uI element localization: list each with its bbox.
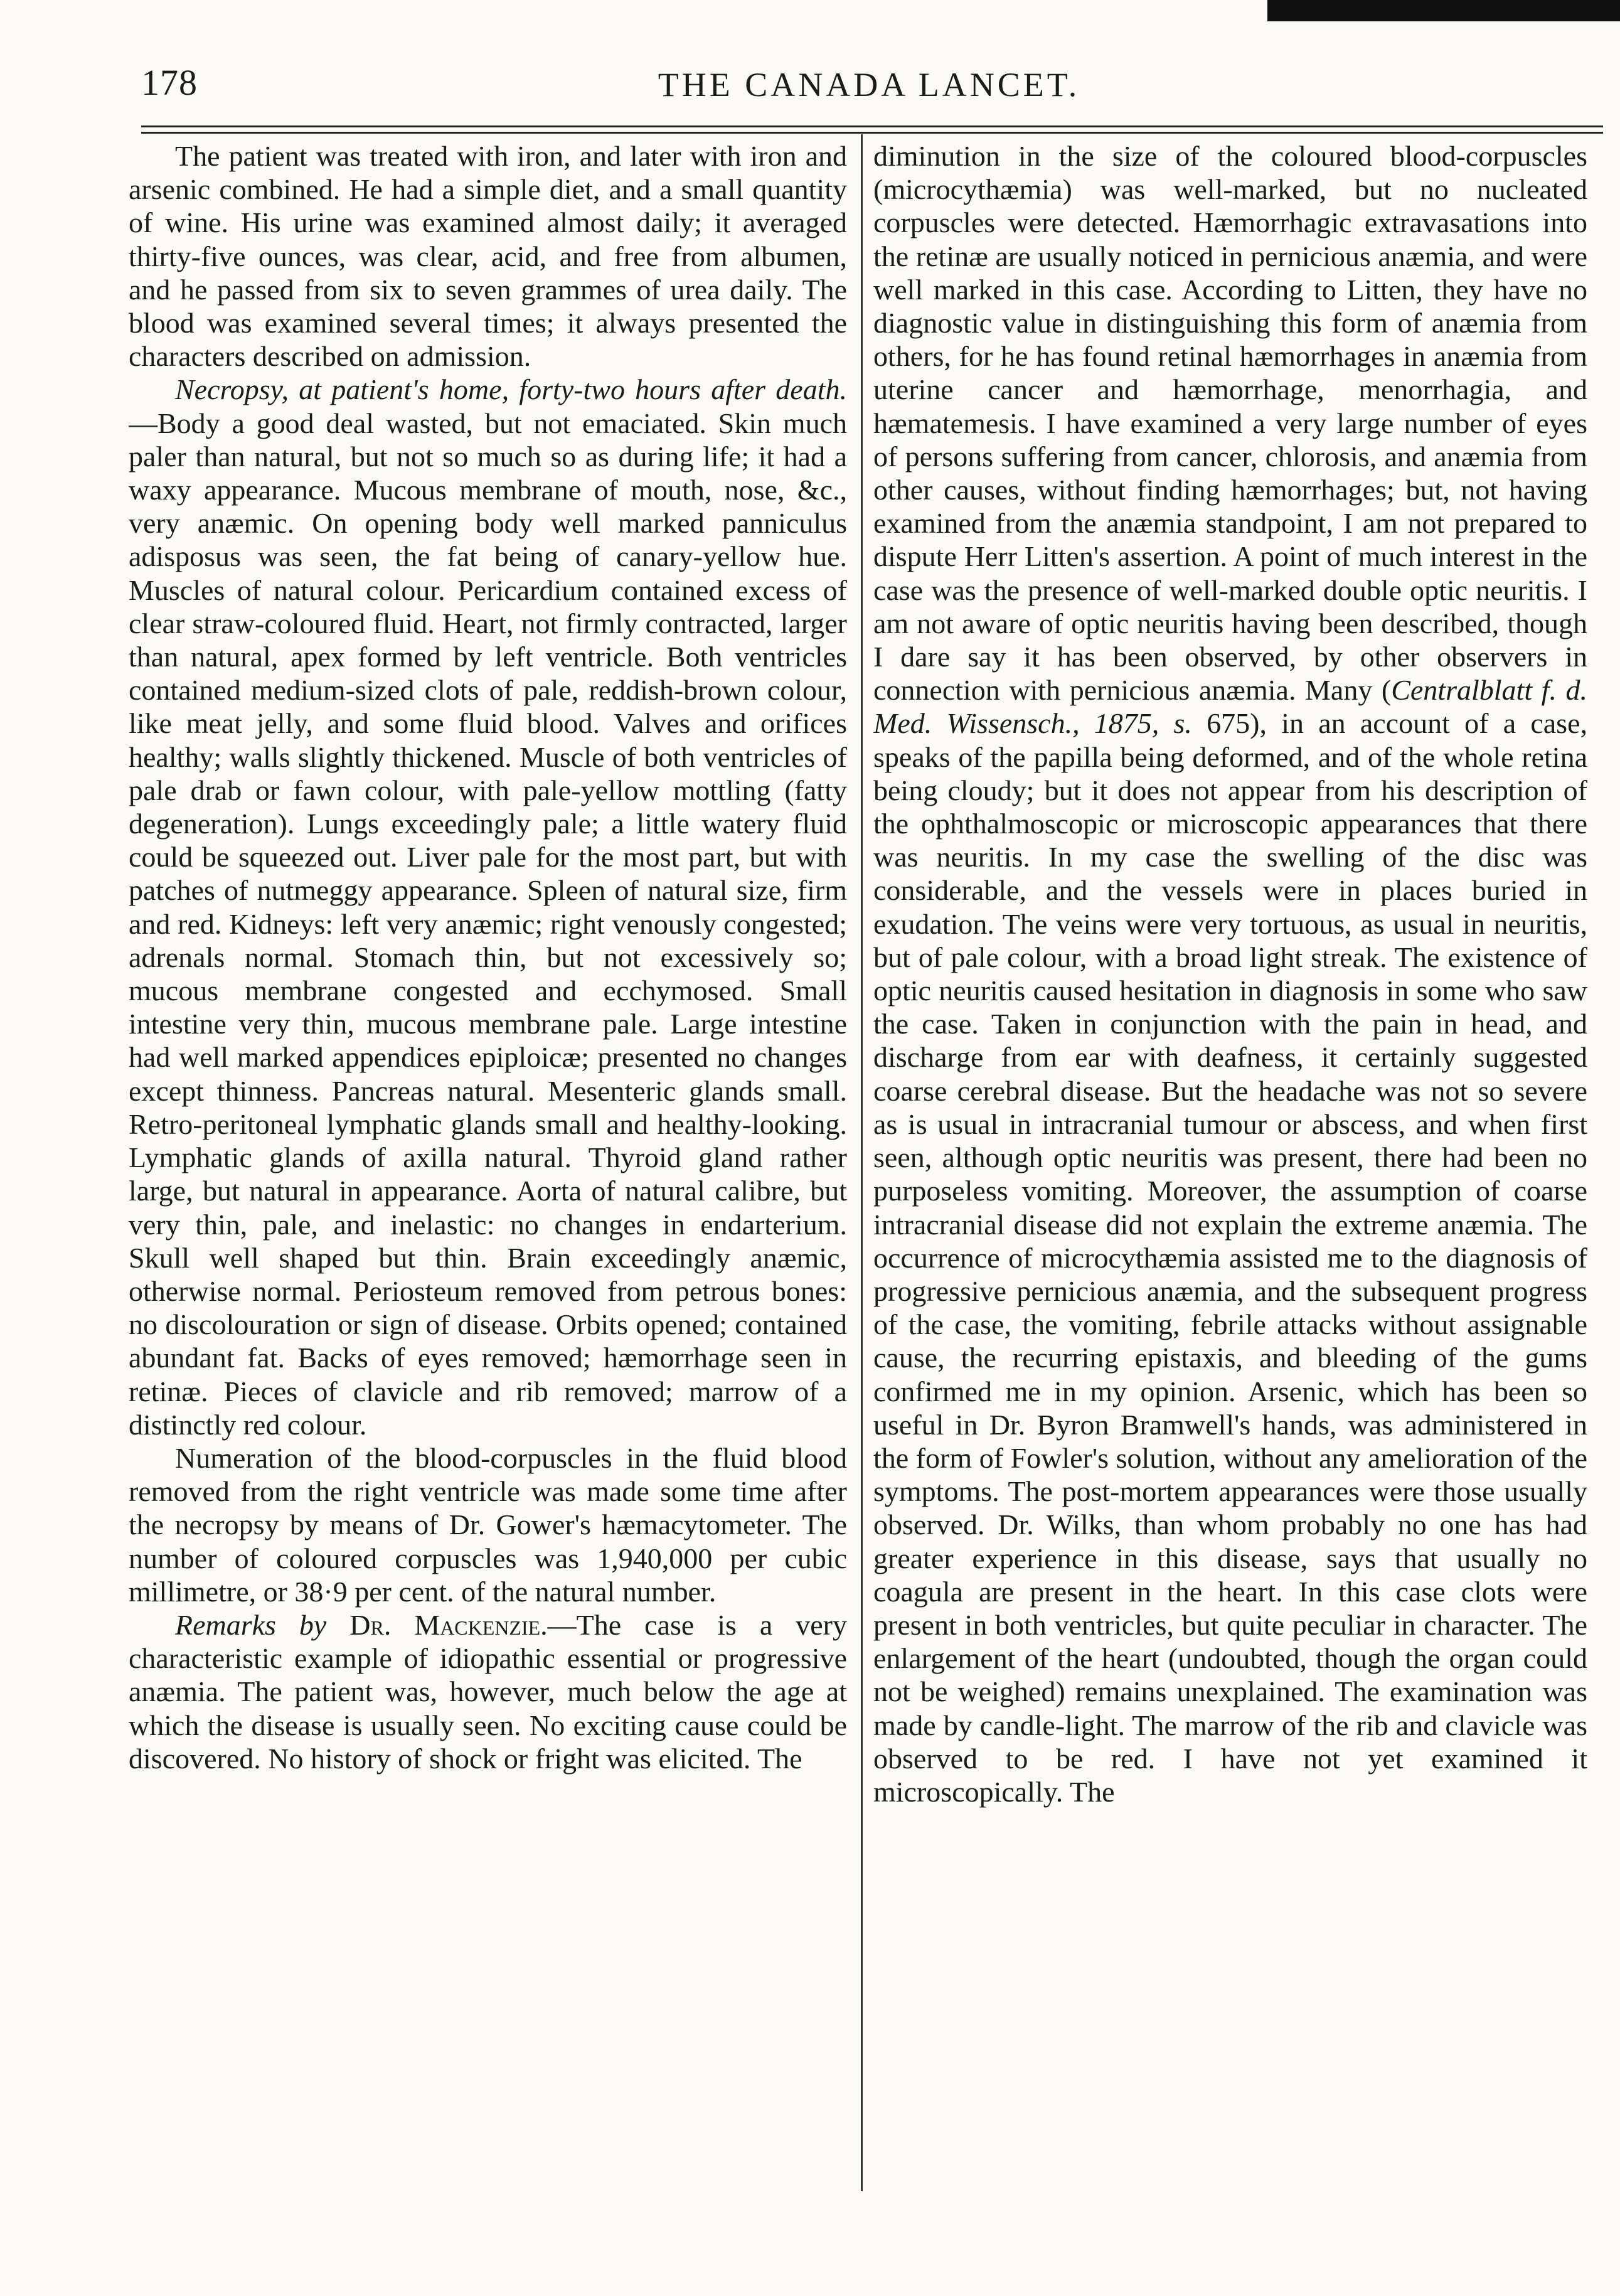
necropsy-paragraph xyxy=(129,373,847,1441)
page-number: 178 xyxy=(141,62,198,103)
treatment-paragraph: The patient was treated with iron, and later with iron and arsenic combined. He had a simple diet, and a small quantity of wine. His urine was examined almost daily; it averaged thirty-five ounces, was clear, acid, and free from albumen, and he passed from six to seven grammes of urea daily. The blood was examined several times; it always presented the characters described on admission. xyxy=(129,140,847,373)
left-column xyxy=(129,139,847,2210)
journal-title: THE CANADA LANCET. xyxy=(658,66,1080,104)
continuation-paragraph xyxy=(873,139,1587,1808)
header-rule-top xyxy=(141,125,1603,127)
citation: Centralblatt f. d. Med. Wissensch., 1875, s. xyxy=(873,674,1587,740)
column-divider xyxy=(861,134,863,2191)
numeration-paragraph: Numeration of the blood-corpuscles in the fluid blood removed from the right ventricle was made some time after the necropsy by means of Dr. Gower's hæmacytometer. The number of coloured corpuscles was 1,940,000 per cubic millimetre, or 38·9 per cent. of the natural number. xyxy=(129,1441,847,1608)
remarks-heading: Remarks by xyxy=(175,1608,327,1641)
right-column xyxy=(873,139,1587,2210)
remarks-paragraph xyxy=(129,1608,847,1775)
continuation-text-a: diminution in the size of the coloured blood-corpuscles (microcythæmia) was well-marked, but no nucleated corpuscles were detected. Hæmorrhagic extravasations into the retinæ are usually noticed in pernicious anæmia, and were well marked in this case. According to Litten, they have no diagnostic value in distinguishing this form of anæmia from others, for he has found retinal hæmorrhages in anæmia from uterine cancer and hæmorrhage, menorrhagia, and hæmatemesis. I have examined a very large number of eyes of persons suffering from cancer, chlorosis, and anæmia from other causes, without finding hæmorrhages; but, not having examined from the anæmia standpoint, I am not prepared to dispute Herr Litten's assertion. A point of much interest in the case was the presence of well-marked double optic neuritis. I am not aware of optic neuritis having been described, though I dare say it has been observed, by other observers in connection with pernicious anæmia. Many ( xyxy=(873,140,1587,707)
header-rule-bottom xyxy=(141,132,1603,134)
corner-scan-bar xyxy=(1267,0,1620,21)
necropsy-body: —Body a good deal wasted, but not emaciated. Skin much paler than natural, but not so much so as during life; it had a waxy appearance. Mucous membrane of mouth, nose, &c., very anæmic. On opening body well marked panniculus adisposus was seen, the fat being of canary-yellow hue. Muscles of natural colour. Pericardium contained excess of clear straw-coloured fluid. Heart, not firmly contracted, larger than natural, apex formed by left ventricle. Both ventricles contained medium-sized clots of pale, reddish-brown colour, like meat jelly, and some fluid blood. Valves and orifices healthy; walls slightly thickened. Muscle of both ventricles of pale drab or fawn colour, with pale-yellow mottling (fatty degeneration). Lungs exceedingly pale; a little watery fluid could be squeezed out. Liver pale for the most part, but with patches of nutmeggy appearance. Spleen of natural size, firm and red. Kidneys: left very anæmic; right venously congested; adrenals normal. Stomach thin, but not excessively so; mucous membrane congested and ecchymosed. Small intestine very thin, mucous membrane pale. Large intestine had well marked appendices epiploicæ; presented no changes except thinness. Pancreas natural. Mesenteric glands small. Retro-peritoneal lymphatic glands small and healthy-looking. Lymphatic glands of axilla natural. Thyroid gland rather large, but natural in appearance. Aorta of natural calibre, but very thin, pale, and inelastic: no changes in endarterium. Skull well shaped but thin. Brain exceedingly anæmic, otherwise normal. Periosteum removed from petrous bones: no discolouration or sign of disease. Orbits opened; contained abundant fat. Backs of eyes removed; hæmorrhage seen in retinæ. Pieces of clavicle and rib removed; marrow of a distinctly red colour. xyxy=(129,407,847,1441)
necropsy-heading: Necropsy, at patient's home, forty-two hours after death. xyxy=(175,373,847,406)
continuation-text-b: 675), in an account of a case, speaks of the papilla being deformed, and of the whole retina being cloudy; but it does not appear from his description of the ophthalmoscopic or microscopic appearances that there was neuritis. In my case the swelling of the disc was considerable, and the vessels were in places buried in exudation. The veins were very tortuous, as usual in neuritis, but of pale colour, with a broad light streak. The existence of optic neuritis caused hesitation in diagnosis in some who saw the case. Taken in conjunction with the pain in head, and discharge from ear with deafness, it certainly suggested coarse cerebral disease. But the headache was not so severe as is usual in intracranial tumour or abscess, and when first seen, although optic neuritis was present, there had been no purposeless vomiting. Moreover, the assumption of coarse intracranial disease did not explain the extreme anæmia. The occurrence of microcythæmia assisted me to the diagnosis of progressive pernicious anæmia, and the subsequent progress of the case, the vomiting, febrile attacks without assignable cause, the recurring epistaxis, and bleeding of the gums confirmed me in my opinion. Arsenic, which has been so useful in Dr. Byron Bramwell's hands, was administered in the form of Fowler's solution, without any amelioration of the symptoms. The post-mortem appearances were those usually observed. Dr. Wilks, than whom probably no one has had greater experience in this disease, says that usually no coagula are present in the heart. In this case clots were present in both ventricles, but quite peculiar in character. The enlargement of the heart (undoubted, though the organ could not be weighed) remains unexplained. The examination was made by candle-light. The marrow of the rib and clavicle was observed to be red. I have not yet examined it microscopically. The xyxy=(873,707,1587,1808)
page-header xyxy=(129,53,1609,109)
remarks-body: —The case is a very characteristic example of idiopathic essential or progressive anæmia. The patient was, however, much below the age at which the disease is usually seen. No exciting cause could be discovered. No history of shock or fright was elicited. The xyxy=(129,1608,847,1775)
remarks-author: Dr. Mackenzie. xyxy=(349,1608,548,1641)
